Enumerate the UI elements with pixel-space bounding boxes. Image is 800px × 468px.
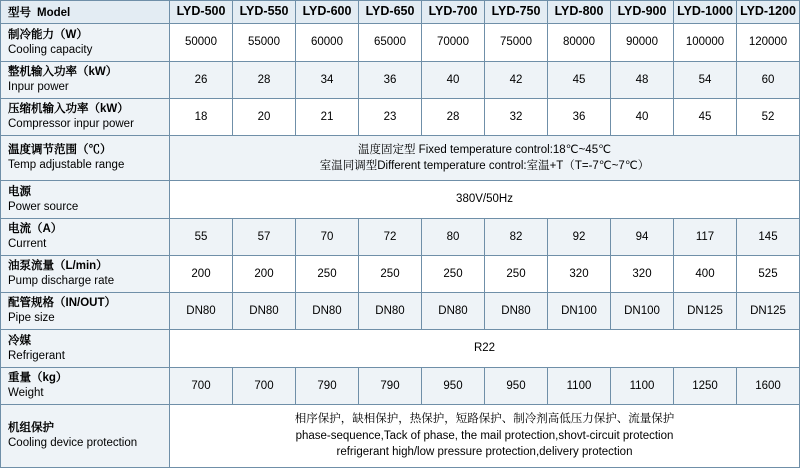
value-cell: 75000 <box>485 24 548 61</box>
row-label-cell <box>1 255 170 292</box>
table-row <box>1 218 800 255</box>
value-cell: 950 <box>485 367 548 404</box>
value-cell: 55 <box>170 218 233 255</box>
row-label-cell <box>1 136 170 181</box>
value-cell: 32 <box>485 98 548 135</box>
row-label-cell <box>1 293 170 330</box>
row-label-en: Weight <box>8 386 44 399</box>
value-cell: 70 <box>296 218 359 255</box>
row-label-en: Compressor inpur power <box>8 118 134 131</box>
row-label-en: Current <box>8 237 47 250</box>
row-label-cell <box>1 181 170 218</box>
value-cell: 790 <box>359 367 422 404</box>
table-row <box>1 404 800 467</box>
value-cell: DN80 <box>170 293 233 330</box>
row-label-en: Inpur power <box>8 80 69 93</box>
row-label-cn: 配管规格（IN/OUT） <box>8 297 116 310</box>
row-label-cn: 制冷能力（W） <box>8 28 88 41</box>
merged-value-cell <box>170 404 800 467</box>
row-label-cell <box>1 98 170 135</box>
value-cell: 90000 <box>611 24 674 61</box>
merged-value-cell <box>170 330 800 367</box>
value-cell: 145 <box>737 218 800 255</box>
column-header-lyd-1200: LYD-1200 <box>737 1 800 24</box>
table-row <box>1 255 800 292</box>
row-label-cn: 冷媒 <box>8 334 31 347</box>
value-cell: 45 <box>548 61 611 98</box>
merged-value-line: 温度固定型 Fixed temperature control:18℃~45℃ <box>357 143 612 156</box>
row-label-en: Temp adjustable range <box>8 159 125 172</box>
table-header-row <box>1 1 800 24</box>
value-cell: 250 <box>359 255 422 292</box>
value-cell: 28 <box>233 61 296 98</box>
value-cell: 1100 <box>611 367 674 404</box>
column-header-lyd-750: LYD-750 <box>485 1 548 24</box>
value-cell: 80 <box>422 218 485 255</box>
row-label-cell <box>1 330 170 367</box>
value-cell: 94 <box>611 218 674 255</box>
column-header-lyd-650: LYD-650 <box>359 1 422 24</box>
column-header-lyd-800: LYD-800 <box>548 1 611 24</box>
value-cell: 72 <box>359 218 422 255</box>
row-label-cn: 电流（A） <box>8 222 63 235</box>
value-cell: 48 <box>611 61 674 98</box>
value-cell: DN125 <box>674 293 737 330</box>
table-row <box>1 181 800 218</box>
merged-value-line: 相序保护，缺相保护，热保护，短路保护、制冷剂高低压力保护、流量保护 <box>294 412 675 425</box>
merged-value-cell <box>170 136 800 181</box>
merged-value-line: refrigerant high/low pressure protection,delivery protection <box>336 446 633 459</box>
row-label-en: Cooling capacity <box>8 43 93 56</box>
value-cell: DN80 <box>422 293 485 330</box>
row-label-cell <box>1 24 170 61</box>
value-cell: 60000 <box>296 24 359 61</box>
row-label-cn: 压缩机输入功率（kW） <box>8 103 129 116</box>
value-cell: 700 <box>233 367 296 404</box>
value-cell: DN80 <box>233 293 296 330</box>
value-cell: 200 <box>170 255 233 292</box>
value-cell: 40 <box>611 98 674 135</box>
row-label-cn: 温度调节范围（℃） <box>8 144 112 157</box>
value-cell: 100000 <box>674 24 737 61</box>
row-label-cell <box>1 367 170 404</box>
value-cell: 1250 <box>674 367 737 404</box>
row-label-cn: 机组保护 <box>8 422 54 434</box>
row-label-en: Cooling device protection <box>8 436 138 449</box>
row-label-cn: 重量（kg） <box>8 371 68 384</box>
value-cell: DN80 <box>485 293 548 330</box>
value-cell: 1600 <box>737 367 800 404</box>
value-cell: 36 <box>359 61 422 98</box>
value-cell: 117 <box>674 218 737 255</box>
row-label-en: Pipe size <box>8 312 55 325</box>
value-cell: 55000 <box>233 24 296 61</box>
row-label-en: Pump discharge rate <box>8 275 115 288</box>
row-label-cell <box>1 404 170 467</box>
column-header-lyd-700: LYD-700 <box>422 1 485 24</box>
value-cell: 1100 <box>548 367 611 404</box>
column-header-lyd-900: LYD-900 <box>611 1 674 24</box>
merged-value-line: phase-sequence,Tack of phase, the mail protection,shovt-circuit protection <box>295 429 674 442</box>
value-cell: 65000 <box>359 24 422 61</box>
row-label-cn: 油泵流量（L/min） <box>8 260 108 273</box>
row-label-cell <box>1 61 170 98</box>
value-cell: 70000 <box>422 24 485 61</box>
value-cell: 23 <box>359 98 422 135</box>
value-cell: 21 <box>296 98 359 135</box>
merged-value-line: 380V/50Hz <box>456 193 513 206</box>
row-label-cn: 电源 <box>8 185 31 198</box>
value-cell: DN100 <box>611 293 674 330</box>
value-cell: 36 <box>548 98 611 135</box>
value-cell: 80000 <box>548 24 611 61</box>
merged-value-line: 室温同调型Different temperature control:室温+T（T=-7℃~7℃） <box>319 160 650 173</box>
value-cell: 700 <box>170 367 233 404</box>
value-cell: 40 <box>422 61 485 98</box>
value-cell: 525 <box>737 255 800 292</box>
value-cell: 250 <box>422 255 485 292</box>
value-cell: 250 <box>485 255 548 292</box>
table-row <box>1 24 800 61</box>
value-cell: 20 <box>233 98 296 135</box>
table-body <box>1 1 800 468</box>
value-cell: DN80 <box>359 293 422 330</box>
header-label-en: Model <box>37 6 71 19</box>
value-cell: 57 <box>233 218 296 255</box>
row-label-en: Refrigerant <box>8 349 65 362</box>
value-cell: 18 <box>170 98 233 135</box>
value-cell: 200 <box>233 255 296 292</box>
row-label-cn: 整机输入功率（kW） <box>8 65 118 78</box>
value-cell: 52 <box>737 98 800 135</box>
column-header-lyd-550: LYD-550 <box>233 1 296 24</box>
value-cell: 790 <box>296 367 359 404</box>
row-label-en: Power source <box>8 200 79 213</box>
table-row <box>1 61 800 98</box>
header-label-cell <box>1 1 170 24</box>
value-cell: 250 <box>296 255 359 292</box>
value-cell: 28 <box>422 98 485 135</box>
table-row <box>1 330 800 367</box>
table-row <box>1 98 800 135</box>
value-cell: DN80 <box>296 293 359 330</box>
value-cell: 50000 <box>170 24 233 61</box>
column-header-lyd-1000: LYD-1000 <box>674 1 737 24</box>
value-cell: 26 <box>170 61 233 98</box>
value-cell: 120000 <box>737 24 800 61</box>
value-cell: 950 <box>422 367 485 404</box>
header-label-cn: 型号 <box>8 6 31 19</box>
table-row <box>1 136 800 181</box>
row-label-cell <box>1 218 170 255</box>
value-cell: 54 <box>674 61 737 98</box>
value-cell: 320 <box>548 255 611 292</box>
value-cell: 92 <box>548 218 611 255</box>
value-cell: 42 <box>485 61 548 98</box>
column-header-lyd-600: LYD-600 <box>296 1 359 24</box>
table-row <box>1 367 800 404</box>
value-cell: 400 <box>674 255 737 292</box>
value-cell: DN100 <box>548 293 611 330</box>
column-header-lyd-500: LYD-500 <box>170 1 233 24</box>
value-cell: 60 <box>737 61 800 98</box>
table-row <box>1 293 800 330</box>
value-cell: 320 <box>611 255 674 292</box>
value-cell: 45 <box>674 98 737 135</box>
merged-value-cell <box>170 181 800 218</box>
value-cell: 34 <box>296 61 359 98</box>
value-cell: DN125 <box>737 293 800 330</box>
merged-value-line: R22 <box>473 342 496 355</box>
value-cell: 82 <box>485 218 548 255</box>
